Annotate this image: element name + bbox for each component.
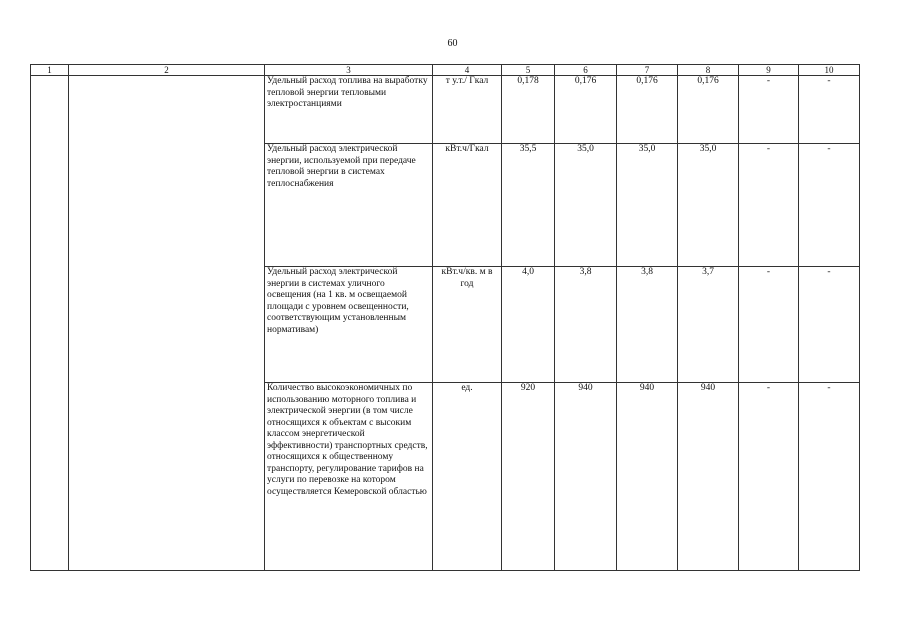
value-cell: 3,8 [617,267,678,383]
value-cell: 940 [555,383,617,571]
column-header: 4 [433,65,502,76]
indicator-name: Количество высокоэкономичных по использованию моторного топлива и электрической энергии (в том числе относящихся к объектам с высоким классом энергетической эффективности) транспортных средств, относящихся к общественному транспорту, регулирование тарифов на услуги по перевозке на котором осуществляется Кемеровской областью [265,383,433,571]
indicator-name: Удельный расход электрической энергии в системах уличного освещения (на 1 кв. м освещаемой площади с уровнем освещенности, соответствующим установленным нормативам) [265,267,433,383]
value-cell: 3,8 [555,267,617,383]
unit-cell: т у.т./ Гкал [433,76,502,144]
value-cell: - [739,144,799,267]
value-cell: 940 [617,383,678,571]
table-row [31,76,860,144]
column-header: 3 [265,65,433,76]
value-cell: 35,0 [678,144,739,267]
value-cell: 35,5 [502,144,555,267]
value-cell: - [799,76,860,144]
column-header: 6 [555,65,617,76]
value-cell: 3,7 [678,267,739,383]
column-header: 10 [799,65,860,76]
value-cell: - [799,144,860,267]
empty-cell [69,76,265,571]
value-cell: 0,176 [678,76,739,144]
value-cell: 0,176 [617,76,678,144]
value-cell: - [799,383,860,571]
value-cell: 4,0 [502,267,555,383]
column-header: 7 [617,65,678,76]
indicator-table [30,64,860,571]
value-cell: 35,0 [617,144,678,267]
value-cell: 0,178 [502,76,555,144]
empty-cell [31,76,69,571]
value-cell: 0,176 [555,76,617,144]
value-cell: - [739,76,799,144]
page-number: 60 [447,38,458,49]
column-header: 2 [69,65,265,76]
value-cell: 920 [502,383,555,571]
value-cell: 35,0 [555,144,617,267]
unit-cell: ед. [433,383,502,571]
value-cell: - [739,383,799,571]
indicator-name: Удельный расход электрической энергии, используемой при передаче тепловой энергии в системах теплоснабжения [265,144,433,267]
unit-cell: кВт.ч/Гкал [433,144,502,267]
column-number-row [31,65,860,76]
indicator-name: Удельный расход топлива на выработку тепловой энергии тепловыми электростанциями [265,76,433,144]
column-header: 8 [678,65,739,76]
unit-cell: кВт.ч/кв. м в год [433,267,502,383]
value-cell: - [739,267,799,383]
column-header: 9 [739,65,799,76]
value-cell: - [799,267,860,383]
column-header: 5 [502,65,555,76]
value-cell: 940 [678,383,739,571]
column-header: 1 [31,65,69,76]
